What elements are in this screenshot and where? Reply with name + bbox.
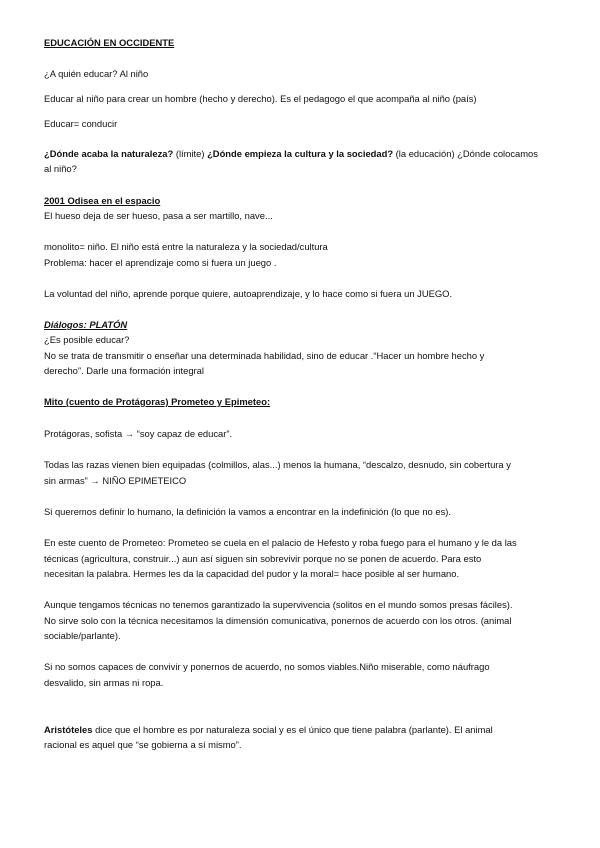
intro-question: ¿A quién educar? Al niño [44, 68, 149, 79]
mito-paragraph-5-line-3: sociable/parlante). [44, 630, 121, 641]
aristoteles-line-1 [44, 723, 560, 737]
mito-paragraph-4-line-2: técnicas (agricultura, construir...) aun así siguen sin sobrevivir porque no se ponen de acuerdo. Para esto [44, 553, 482, 564]
mito-paragraph-3: Si queremos definir lo humano, la definición la vamos a encontrar en la indefinición (lo que no es). [44, 506, 452, 517]
dialogos-question: ¿Es posible educar? [44, 334, 130, 345]
mito-paragraph-6-line-1: Si no somos capaces de convivir y ponernos de acuerdo, no somos viables.Niño miserable, como náufrago [44, 661, 490, 672]
odisea-heading: 2001 Odisea en el espacio [44, 195, 161, 206]
aristoteles-line-1-rest: dice que el hombre es por naturaleza social y es el único que tiene palabra (parlante). El animal [92, 724, 493, 735]
nature-culture-question [44, 147, 560, 161]
question-bold-part-1: ¿Dónde acaba la naturaleza? [44, 148, 174, 159]
question-line-2: al niño? [44, 163, 77, 174]
mito-paragraph-4-line-1: En este cuento de Prometeo: Prometeo se cuela en el palacio de Hefesto y roba fuego para el humano y le da las [44, 537, 517, 548]
intro-line-2: Educar al niño para crear un hombre (hecho y derecho). Es el pedagogo el que acompaña al niño (país) [44, 93, 477, 104]
mito-paragraph-2-line-1: Todas las razas vienen bien equipadas (colmillos, alas...) menos la humana, “descalzo, desnudo, sin cobertura y [44, 459, 511, 470]
question-bold-part-2: ¿Dónde empieza la cultura y la sociedad? [207, 148, 394, 159]
page-title: EDUCACIÓN EN OCCIDENTE [44, 37, 175, 48]
question-rest: (la educación) ¿Dónde colocamos [393, 148, 538, 159]
aristoteles-name: Aristóteles [44, 724, 93, 735]
intro-line-3: Educar= conducir [44, 118, 118, 129]
odisea-paragraph-4: La voluntad del niño, aprende porque quiere, autoaprendizaje, y lo hace como si fuera un JUEGO. [44, 288, 453, 299]
mito-paragraph-1: Protágoras, sofista → “soy capaz de educar”. [44, 428, 233, 439]
aristoteles-line-2: racional es aquel que “se gobierna a sí mismo”. [44, 739, 242, 750]
odisea-paragraph-3: Problema: hacer el aprendizaje como si fuera un juego . [44, 257, 277, 268]
mito-paragraph-2-line-2: sin armas” → NIÑO EPIMETEICO [44, 475, 187, 486]
odisea-paragraph-2: monolito= niño. El niño está entre la naturaleza y la sociedad/cultura [44, 241, 328, 252]
dialogos-paragraph-line-2: derecho”. Darle una formación integral [44, 365, 204, 376]
question-limit: (límite) [173, 148, 208, 159]
mito-paragraph-5-line-2: No sirve solo con la técnica necesitamos la dimensión comunicativa, ponernos de acuerdo con los otros. (animal [44, 615, 512, 626]
mito-paragraph-6-line-2: desvalido, sin armas ni ropa. [44, 677, 164, 688]
mito-paragraph-4-line-3: necesitan la palabra. Hermes les da la capacidad del pudor y la moral= hace posible al ser humano. [44, 568, 460, 579]
mito-paragraph-5-line-1: Aunque tengamos técnicas no tenemos garantizado la supervivencia (solitos en el mundo somos presas fáciles). [44, 599, 513, 610]
odisea-paragraph-1: El hueso deja de ser hueso, pasa a ser martillo, nave... [44, 210, 273, 221]
mito-heading: Mito (cuento de Protágoras) Prometeo y Epimeteo: [44, 396, 271, 407]
dialogos-heading: Diálogos: PLATÓN [44, 319, 128, 330]
dialogos-paragraph-line-1: No se trata de transmitir o enseñar una determinada habilidad, sino de educar .“Hacer un hombre hecho y [44, 350, 485, 361]
